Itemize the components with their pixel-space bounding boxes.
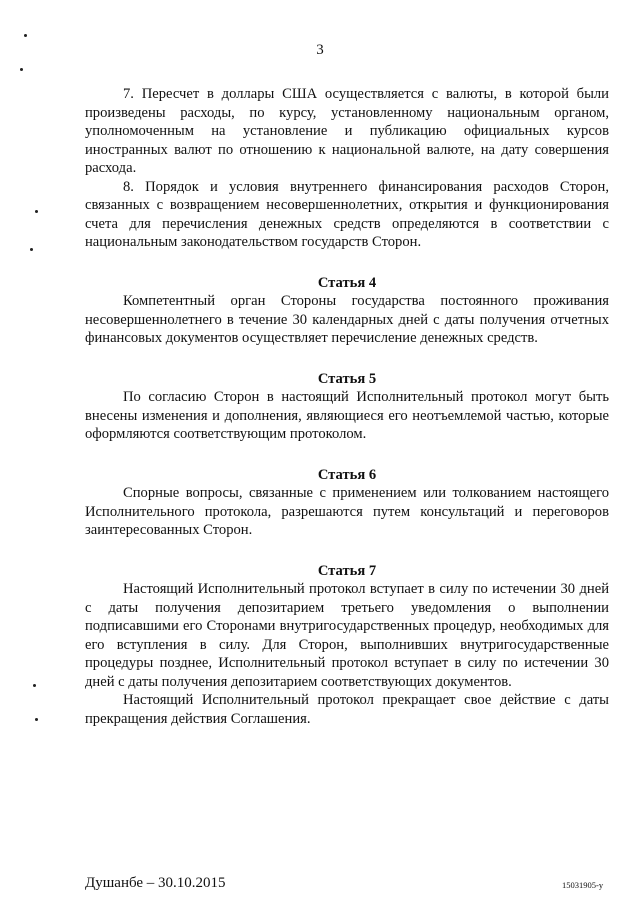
paragraph-7: 7. Пересчет в доллары США осуществляется с валюты, в которой были произведены расходы, по курсу, установленному национальным органом, уполномоченным на установление и публикацию официальных курсов иностранных валют по отношению к национальной валюте, на дату совершения расхода. [85, 86, 609, 176]
scan-speck [24, 34, 27, 37]
scan-speck [20, 68, 23, 71]
article-7-text-1: Настоящий Исполнительный протокол вступает в силу по истечении 30 дней с даты получения депозитарием третьего уведомления о выполнении подписавшими его Сторонами внутригосударственных процедур, необходимых для его вступления в силу. Для Сторон, выполнивших внутригосударственные процедуры позднее, Исполнительный протокол вступает в силу по истечении 30 дней с даты получения депозитарием соответствующих документов. [85, 581, 609, 690]
scan-speck [35, 718, 38, 721]
article-4-text: Компетентный орган Стороны государства постоянного проживания несовершеннолетнего в течение 30 календарных дней с даты получения отчетных финансовых документов осуществляет перечисление денежных средств. [85, 293, 609, 346]
article-5-text: По согласию Сторон в настоящий Исполнительный протокол могут быть внесены изменения и дополнения, являющиеся его неотъемлемой частью, которые оформляются соответствующим протоколом. [85, 389, 609, 442]
footer-place-date: Душанбе – 30.10.2015 [85, 875, 226, 891]
article-7-heading: Статья 7 [317, 562, 377, 579]
page-number: 3 [316, 42, 324, 58]
article-4-heading: Статья 4 [317, 274, 377, 291]
article-6-heading: Статья 6 [317, 466, 377, 483]
scan-speck [33, 684, 36, 687]
article-5-heading: Статья 5 [317, 370, 377, 387]
document-body [85, 85, 609, 728]
scan-speck [30, 248, 33, 251]
article-7-text-2: Настоящий Исполнительный протокол прекращает свое действие с даты прекращения действия Соглашения. [85, 692, 609, 727]
article-6-text: Спорные вопросы, связанные с применением или толкованием настоящего Исполнительного протокола, разрешаются путем консультаций и переговоров заинтересованных Сторон. [85, 485, 609, 538]
scan-speck [35, 210, 38, 213]
footer-doc-code: 15031905-у [562, 880, 604, 890]
paragraph-8: 8. Порядок и условия внутреннего финансирования расходов Сторон, связанных с возвращением несовершеннолетних, открытия и функционирования счета для перечисления денежных средств определяются в соответствии с национальным законодательством государств Сторон. [85, 178, 609, 250]
